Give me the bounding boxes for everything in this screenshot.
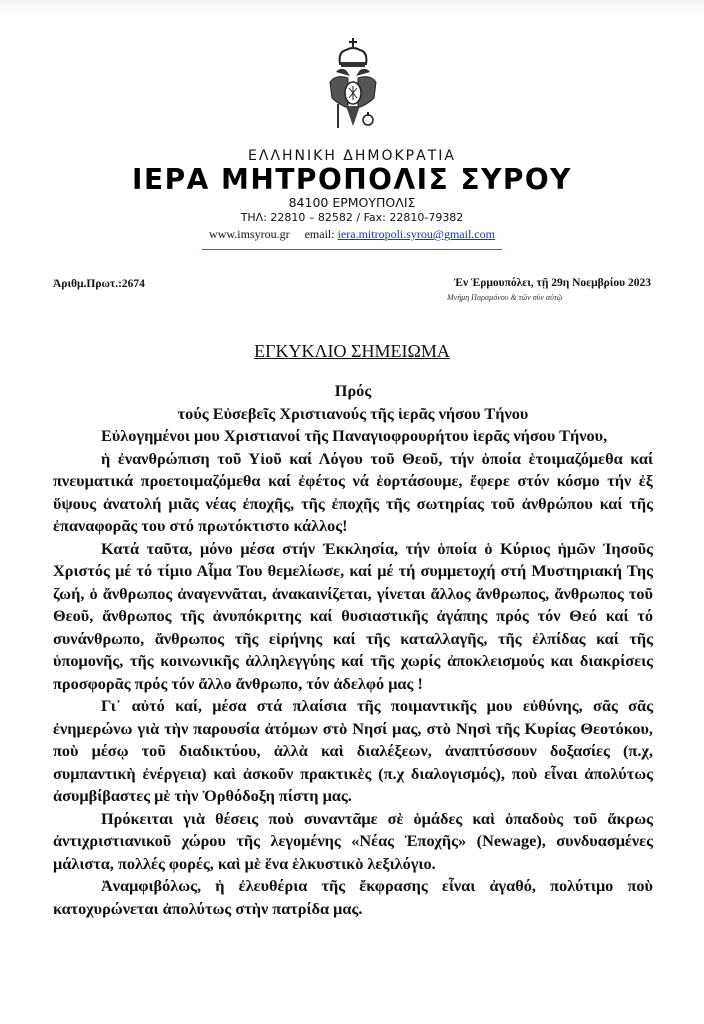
letterhead-contact [0,227,704,242]
letterhead-title: ΙΕΡΑ ΜΗΤΡΟΠΟΛΙΣ ΣΥΡΟΥ [132,163,572,196]
letterhead-divider [202,249,502,250]
letterhead-phone: ΤΗΛ: 22810 – 82582 / Fax: 22810-79382 [240,211,464,224]
document-title: ΕΓΚΥΚΛΙΟ ΣΗΜΕΙΩΜΑ [254,341,450,361]
paragraph: Κατά ταῦτα, μόνο μέσα στήν Ἐκκλησία, τήν ὁποία ὁ Κύριος ἡμῶν Ἰησοῦς Χριστός μέ τό τίμιο Αἷμα Του θεμελίωσε, καί μέ τή συμμετοχή στή Μυστηριακή Της ζωή, ὁ ἄνθρωπος ἀναγεννᾶται, ἀνακαινίζεται, γίνεται ἄλλος ἄνθρωπος, ἄνθρωπος τοῦ Θεοῦ, ἄνθρωπος τῆς ἀνυπόκριτης καί θυσιαστικῆς ἀγάπης πρός τόν Θεό καί τό συνάνθρωπο, ἄνθρωπος τῆς εἰρήνης καί τῆς καταλλαγῆς, τῆς ἐλπίδας καί τῆς ὑπομονῆς, τῆς κοινωνικῆς ἀλληλεγγύης καί τῆς χωρίς ἀποκλεισμούς και διακρίσεις προσφορᾶς πρός τόν ἄλλο ἄνθρωπο, τόν ἀδελφό μας ! [53,538,653,693]
top-band [0,0,704,16]
paragraph: Γι᾽ αὐτό καί, μέσα στά πλαίσια τῆς ποιμαντικῆς μου εὐθύνης, σᾶς σᾶς ἐνημερώνω γιὰ τὴν παρουσία ἀτόμων στὸ Νησί μας, στὸ Νησὶ τῆς Κυρίας Θεοτόκου, ποὺ μέσῳ τοῦ διαδικτύου, ἀλλὰ καὶ διαλέξεων, ἀναπτύσσουν δοξασίες (π.χ, συμπαντικὴ ἐνέργεια) καὶ ἀσκοῦν πρακτικὲς (π.χ διαλογισμός), ποὺ εἶναι ἀπολύτως ἀσυμβίβαστες μὲ τὴν Ὀρθόδοξη πίστη μας. [53,696,653,805]
protocol-number: Ἀριθμ.Πρωτ.:2674 [53,278,145,290]
document-body [53,380,653,920]
recipient-line: τούς Εὐσεβεῖς Χριστιανούς τῆς ἱερᾶς νήσου Τήνου [177,403,529,423]
double-headed-eagle-icon [328,38,378,134]
paragraph: ἡ ἐνανθρώπιση τοῦ Υἱοῦ καί Λόγου τοῦ Θεοῦ, τήν ὁποία ἑτοιμαζόμεθα καί πνευματικά προετοιμαζόμεθα καί ἐφέτος νά ἑορτάσουμε, ἔφερε στόν κόσμο τήν ἐξ ὕψους ἀνατολή μιᾶς νέας ἐποχῆς, τῆς ἐποχῆς τῆς σωτηρίας τοῦ ἀνθρώπου καί τῆς ἐπαναφορᾶς του στό πρωτόκτιστο κάλλος! [53,448,653,535]
paragraph: Ἀναμφιβόλως, ἡ ἐλευθέρια τῆς ἔκφρασης εἶναι ἀγαθό, πολύτιμο ποὺ κατοχυρώνεται ἀπολύτως στὴν πατρίδα μας. [53,876,653,918]
paragraph: Πρόκειται γιὰ θέσεις ποὺ συναντᾶμε σὲ ὁμάδες καὶ ὀπαδοὺς τοῦ ἄκρως ἀντιχριστιανικοῦ χώρου τῆς λεγομένης «Νέας Ἐποχῆς» (Newage), συνδυασμένες μάλιστα, πολλές φορές, καὶ μὲ ἕνα ἑλκυστικὸ λεξιλόγιο. [53,808,653,873]
letterhead-country: ΕΛΛΗΝΙΚΗ ΔΗΜΟΚΡΑΤΙΑ [248,148,456,164]
letterhead-postal: 84100 ΕΡΜΟΥΠΟΛΙΣ [288,195,416,210]
recipient-label: Πρός [334,381,372,400]
website-link[interactable]: www.imsyrou.gr [209,227,290,241]
email-label: email: [304,227,335,241]
salutation: Εὐλογημένοι μου Χριστιανοί τῆς Παναγιοφρουρήτου ἱερᾶς νήσου Τήνου, [101,426,608,445]
document-date: Ἐν Ἑρμουπόλει, τῇ 29η Νοεμβρίου 2023 [453,277,651,289]
email-link[interactable]: iera.mitropoli.syrou@gmail.com [337,227,495,241]
feast-day-note: Μνήμη Παραμόνου & τῶν σὺν αὐτῷ [447,293,563,302]
